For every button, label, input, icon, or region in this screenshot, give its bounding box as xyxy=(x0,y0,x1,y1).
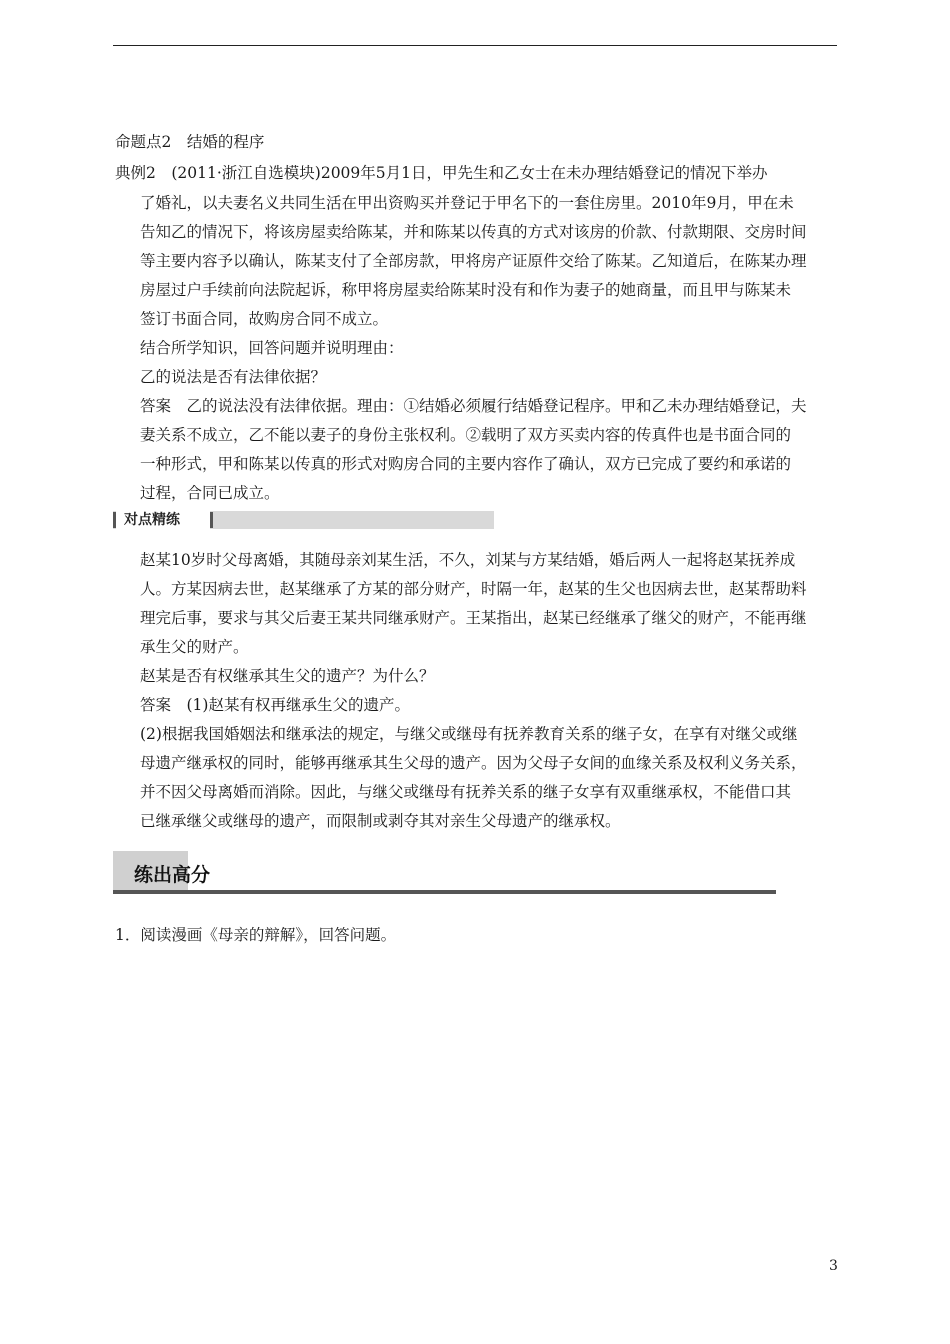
example-line: 房屋过户手续前向法院起诉，称甲将房屋卖给陈某时没有和作为妻子的她商量，而且甲与陈某未 xyxy=(140,281,792,299)
example-line: 了婚礼，以夫妻名义共同生活在甲出资购买并登记于甲名下的一套住房里。2010年9月，甲在未 xyxy=(140,194,794,212)
topic-heading: 命题点2 结婚的程序 xyxy=(115,133,265,151)
practice-answer-line: 母遗产继承权的同时，能够再继承其生父母的遗产。因为父母子女间的血缘关系及权利义务关系， xyxy=(140,754,807,772)
bar-mark-right xyxy=(210,512,213,528)
practice-line: 理完后事，要求与其父后妻王某共同继承财产。王某指出，赵某已经继承了继父的财产，不能再继 xyxy=(140,609,807,627)
section-rule xyxy=(113,890,776,894)
example-line: 等主要内容予以确认，陈某支付了全部房款，甲将房产证原件交给了陈某。乙知道后，在陈某办理 xyxy=(140,252,807,270)
section-title: 练出高分 xyxy=(134,864,211,886)
practice-answer-line: 并不因父母离婚而消除。因此，与继父或继母有抚养关系的继子女享有双重继承权，不能借口其 xyxy=(140,783,792,801)
question-item-1: 1．阅读漫画《母亲的辩解》，回答问题。 xyxy=(115,926,397,944)
answer-line: 妻关系不成立，乙不能以妻子的身份主张权利。②载明了双方买卖内容的传真件也是书面合同的 xyxy=(140,426,792,444)
practice-line: 赵某10岁时父母离婚，其随母亲刘某生活，不久，刘某与方某结婚，婚后两人一起将赵某抚养成 xyxy=(140,551,796,569)
practice-answer-line: 已继承继父或继母的遗产，而限制或剥夺其对亲生父母遗产的继承权。 xyxy=(140,812,621,830)
practice-label: 对点精练 xyxy=(122,511,186,529)
bar-mark-left xyxy=(113,512,116,528)
answer-line: 过程，合同已成立。 xyxy=(140,484,280,502)
page-number: 3 xyxy=(829,1258,838,1274)
practice-answer-line: (2)根据我国婚姻法和继承法的规定，与继父或继母有抚养教育关系的继子女，在享有对继父或继 xyxy=(140,725,798,743)
practice-answer-line: 答案 (1)赵某有权再继承生父的遗产。 xyxy=(140,696,410,714)
example-prompt: 结合所学知识，回答问题并说明理由： xyxy=(140,339,404,357)
practice-line: 人。方某因病去世，赵某继承了方某的部分财产，时隔一年，赵某的生父也因病去世，赵某帮助料 xyxy=(140,580,807,598)
practice-line: 承生父的财产。 xyxy=(140,638,249,656)
answer-line: 一种形式，甲和陈某以传真的形式对购房合同的主要内容作了确认，双方已完成了要约和承诺的 xyxy=(140,455,792,473)
header-rule xyxy=(113,45,837,46)
practice-section-bar xyxy=(113,511,494,529)
example-line: 典例2 (2011·浙江自选模块)2009年5月1日，甲先生和乙女士在未办理结婚登记的情况下举办 xyxy=(115,164,768,182)
answer-line: 答案 乙的说法没有法律依据。理由：①结婚必须履行结婚登记程序。甲和乙未办理结婚登记，夫 xyxy=(140,397,807,415)
example-question: 乙的说法是否有法律依据？ xyxy=(140,368,327,386)
example-line: 签订书面合同，故购房合同不成立。 xyxy=(140,310,389,328)
practice-question: 赵某是否有权继承其生父的遗产？为什么？ xyxy=(140,667,435,685)
example-line: 告知乙的情况下，将该房屋卖给陈某，并和陈某以传真的方式对该房的价款、付款期限、交房时间 xyxy=(140,223,807,241)
